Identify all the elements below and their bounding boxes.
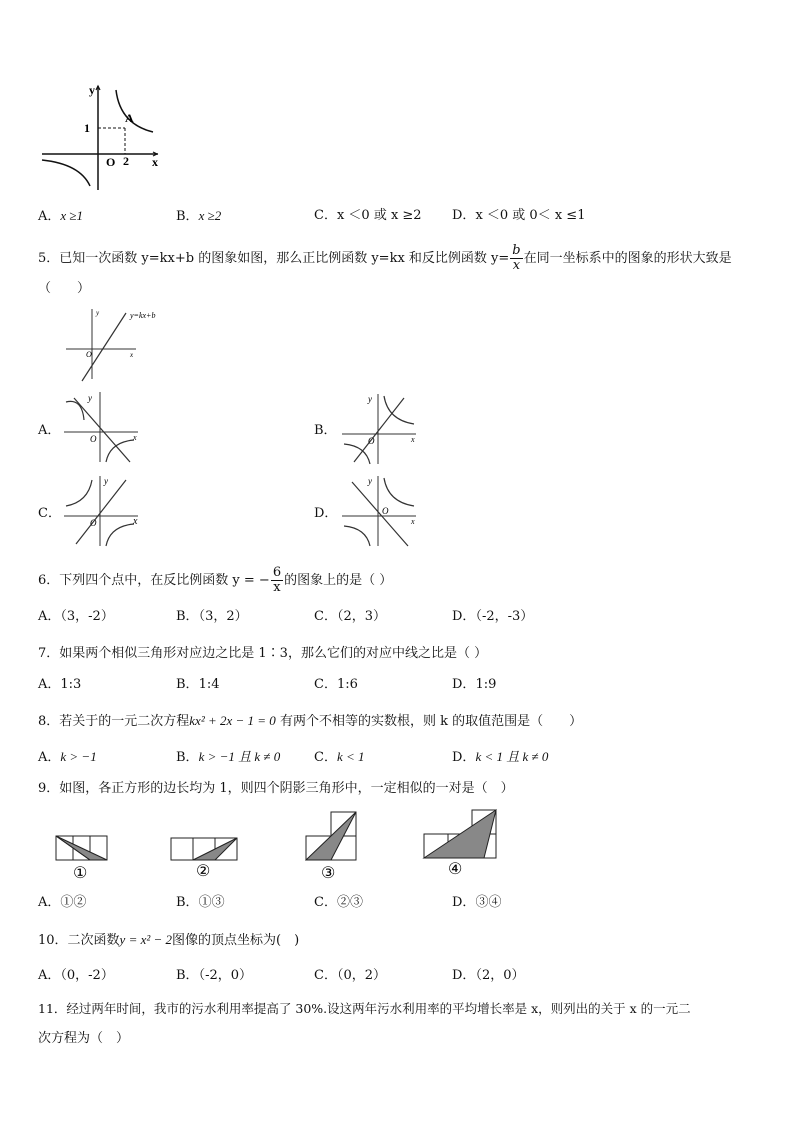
q8-option-d[interactable]: D．k < 1 且 k ≠ 0: [452, 749, 549, 765]
q9-option-d[interactable]: D．③④: [452, 895, 502, 910]
svg-text:y: y: [368, 476, 372, 486]
q5-option-d-graph[interactable]: [338, 474, 420, 549]
q4-option-b[interactable]: B．x ≥2: [176, 208, 222, 224]
q8-option-b[interactable]: B．k > −1 且 k ≠ 0: [176, 749, 281, 765]
q7-option-b[interactable]: B．1:4: [176, 677, 220, 692]
q5-stem: 5．已知一次函数 y=kx+b 的图象如图，那么正比例函数 y=kx 和反比例函数 y= $\frac{b}{x}$ 在同一坐标系中的图象的形状大致是: [38, 243, 732, 273]
q8-option-a[interactable]: A．k > −1: [38, 749, 97, 765]
q9-stem: 9．如图，各正方形的边长均为 1，则四个阴影三角形中，一定相似的一对是（ ）: [38, 781, 514, 796]
q5-figure: [60, 305, 170, 383]
svg-text:y: y: [88, 393, 92, 403]
q5-stem-paren: （ ）: [38, 281, 91, 296]
svg-text:O: O: [90, 434, 97, 444]
q6-option-a[interactable]: A．（3，-2）: [38, 609, 114, 624]
svg-text:O: O: [382, 506, 389, 516]
svg-text:O: O: [90, 518, 97, 528]
fig4-label-2: 2: [123, 154, 129, 168]
q7-option-c[interactable]: C．1:6: [314, 677, 358, 692]
q6-option-d[interactable]: D．（-2，-3）: [452, 609, 534, 624]
fig4-label-O: O: [106, 155, 116, 169]
q8-stem: 8．若关于的一元二次方程kx² + 2x − 1 = 0 有两个不相等的实数根，则 k 的取值范围是（ ）: [38, 713, 583, 729]
q9-label-3: ③: [321, 865, 336, 882]
q5-option-b[interactable]: B．: [314, 423, 337, 438]
q4-option-d[interactable]: D．x ＜0 或 0＜ x ≤1: [452, 208, 586, 223]
q9-option-c[interactable]: C．②③: [314, 895, 363, 910]
q4-option-c[interactable]: C．x ＜0 或 x ≥2: [314, 208, 422, 223]
fig4-y-label: y: [89, 83, 95, 97]
hyperbola-branch-left: [42, 160, 90, 186]
q7-stem: 7．如果两个相似三角形对应边之比是 1∶3，那么它们的对应中线之比是（ ）: [38, 646, 488, 661]
fig4-label-A: A: [125, 111, 134, 125]
q9-figure-4: [422, 808, 498, 880]
q7-option-a[interactable]: A．1:3: [38, 677, 82, 692]
q10-option-d[interactable]: D．（2，0）: [452, 968, 525, 983]
q6-option-c[interactable]: C．（2，3）: [314, 609, 386, 624]
q8-option-c[interactable]: C．k < 1: [314, 749, 365, 765]
q9-label-1: ①: [73, 865, 88, 880]
q10-stem: 10．二次函数y = x² − 2图像的顶点坐标为( ): [38, 932, 300, 948]
svg-text:O: O: [86, 350, 92, 359]
svg-text:y: y: [96, 309, 100, 317]
hyperbola-branch-right: [116, 90, 153, 132]
q8-equation: kx² + 2x − 1 = 0: [189, 713, 276, 728]
fig4-label-1: 1: [84, 121, 90, 135]
svg-text:x: x: [133, 516, 138, 527]
q5-option-a-graph[interactable]: [60, 390, 142, 465]
q10-option-c[interactable]: C．（0，2）: [314, 968, 386, 983]
svg-text:x: x: [130, 351, 134, 359]
q9-figure-1: [55, 828, 111, 880]
q5-option-a[interactable]: A．: [38, 423, 61, 438]
q4-figure: [38, 82, 168, 192]
q5-line-label: y=kx+b: [130, 311, 156, 320]
svg-text:O: O: [368, 436, 375, 446]
q9-label-4: ④: [448, 861, 463, 878]
svg-text:x: x: [411, 517, 415, 526]
q11-stem-line2: 次方程为（ ）: [38, 1031, 130, 1046]
q5-option-c-graph[interactable]: [60, 474, 142, 549]
q9-figure-2: [170, 828, 242, 880]
q5-fraction: $\frac{b}{x}$: [512, 243, 521, 273]
q4-option-a[interactable]: A．x ≥1: [38, 208, 84, 224]
svg-text:x: x: [411, 435, 415, 444]
q10-equation: y = x² − 2: [119, 932, 173, 947]
q9-shaded-triangle-1: [56, 836, 107, 860]
q5-option-d[interactable]: D．: [314, 506, 338, 521]
q6-fraction: $\frac{6}{x}$: [272, 565, 282, 595]
q6-option-b[interactable]: B．（3，2）: [176, 609, 248, 624]
q9-option-a[interactable]: A．①②: [38, 895, 87, 910]
q10-option-b[interactable]: B．（-2，0）: [176, 968, 252, 983]
line-kx-b: [82, 313, 126, 381]
svg-text:y: y: [368, 394, 372, 404]
q10-option-a[interactable]: A．（0，-2）: [38, 968, 114, 983]
q6-stem: 6．下列四个点中，在反比例函数 y = − $\frac{6}{x}$ 的图象上的是（ ）: [38, 565, 393, 595]
svg-text:x: x: [133, 433, 137, 442]
q9-figure-3: [305, 810, 361, 882]
svg-text:y: y: [104, 476, 108, 486]
q7-option-d[interactable]: D．1:9: [452, 677, 497, 692]
q9-label-2: ②: [196, 863, 211, 880]
q9-option-b[interactable]: B．①③: [176, 895, 225, 910]
q5-option-c[interactable]: C．: [38, 506, 61, 521]
fig4-x-label: x: [152, 155, 158, 169]
q11-stem-line1: 11．经过两年时间，我市的污水利用率提高了 30%.设这两年污水利用率的平均增长率是 x，则列出的关于 x 的一元二: [38, 1001, 691, 1016]
q5-option-b-graph[interactable]: [338, 392, 420, 467]
